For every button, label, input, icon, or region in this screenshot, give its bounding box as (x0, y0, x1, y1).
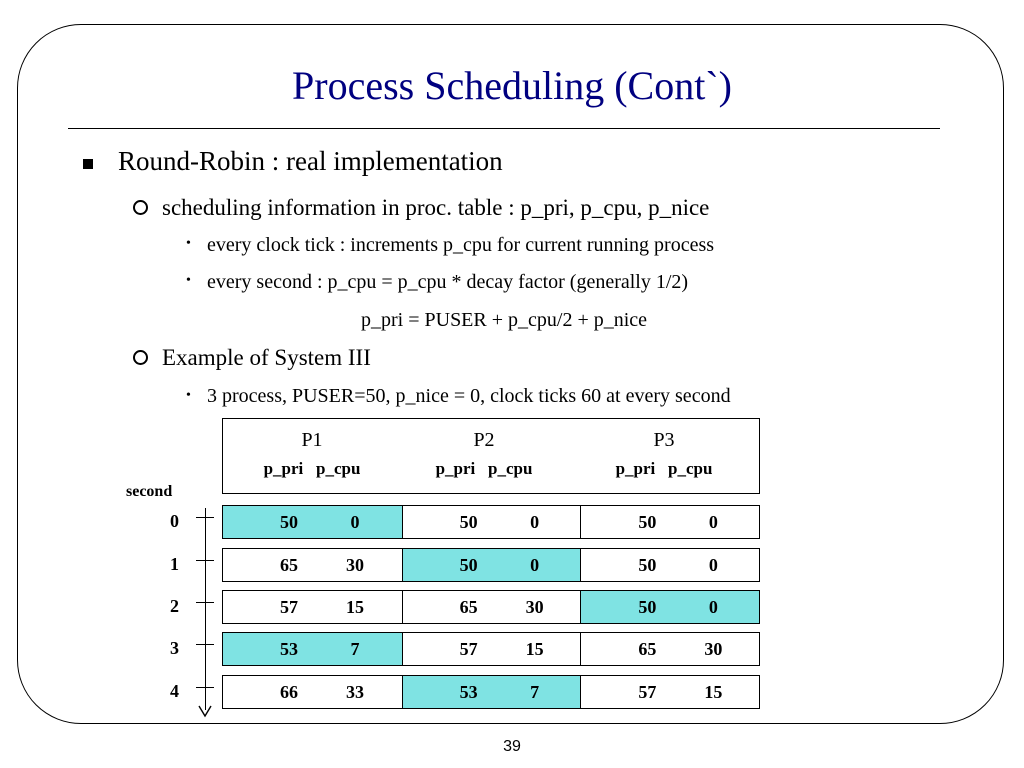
running-process-cell (402, 549, 581, 581)
p-cpu-value: 0 (708, 555, 718, 575)
axis-tick (196, 644, 214, 645)
process-cell (402, 506, 581, 538)
process-cell (580, 506, 759, 538)
axis-tick (196, 687, 214, 688)
square-bullet-icon (83, 159, 93, 169)
p-pri-value: 53 (459, 682, 478, 702)
title-divider (68, 128, 940, 129)
second-label: 0 (170, 511, 179, 531)
process-cell (580, 549, 759, 581)
header-p3: P3 (653, 429, 675, 451)
p-pri-value: 66 (280, 682, 298, 702)
p-cpu-value: 30 (525, 597, 544, 617)
bullet-scheduling-info: scheduling information in proc. table : p_pri, p_cpu, p_nice (162, 195, 710, 220)
p-cpu-value: 15 (704, 682, 723, 702)
second-axis-label: second (126, 483, 173, 500)
table-row (222, 675, 760, 709)
dot-bullet-icon: • (186, 388, 191, 403)
header-p1: P1 (301, 429, 323, 451)
bullet-clock-tick: every clock tick : increments p_cpu for current running process (207, 234, 715, 256)
subheader-p-pri: p_pri (615, 459, 656, 478)
priority-formula: p_pri = PUSER + p_cpu/2 + p_nice (361, 309, 648, 331)
table-header (222, 418, 760, 494)
axis-tick (196, 517, 214, 518)
p-pri-value: 50 (638, 512, 657, 532)
page-number: 39 (503, 738, 521, 755)
p-pri-value: 65 (459, 597, 478, 617)
p-pri-value: 50 (638, 597, 657, 617)
process-cell (223, 549, 402, 581)
p-cpu-value: 30 (346, 555, 364, 575)
second-label: 1 (170, 554, 179, 574)
axis-tick (196, 602, 214, 603)
running-process-cell (580, 591, 759, 623)
p-cpu-value: 0 (530, 512, 540, 532)
subheader-p-cpu: p_cpu (488, 459, 533, 478)
bullet-round-robin: Round-Robin : real implementation (118, 146, 503, 176)
second-label: 4 (170, 681, 179, 701)
slide-title: Process Scheduling (Cont`) (292, 63, 732, 108)
p-cpu-value: 0 (708, 512, 718, 532)
p-pri-value: 50 (459, 555, 478, 575)
arrow-down-icon (198, 704, 212, 718)
subheader-p1 (223, 459, 401, 479)
p-cpu-value: 7 (530, 682, 540, 702)
table-row (222, 632, 760, 666)
dot-bullet-icon: • (186, 273, 191, 288)
time-axis (205, 508, 206, 710)
p-pri-value: 50 (280, 512, 298, 532)
p-pri-value: 50 (459, 512, 478, 532)
circle-bullet-icon (133, 200, 148, 215)
p-cpu-value: 0 (350, 512, 360, 532)
process-cell (580, 676, 759, 708)
running-process-cell (223, 633, 402, 665)
p-cpu-value: 0 (530, 555, 540, 575)
second-label: 3 (170, 638, 179, 658)
p-pri-value: 57 (638, 682, 657, 702)
table-row (222, 590, 760, 624)
p-cpu-value: 30 (704, 639, 723, 659)
axis-tick (196, 560, 214, 561)
bullet-every-second: every second : p_cpu = p_cpu * decay factor (generally 1/2) (207, 271, 689, 293)
circle-bullet-icon (133, 350, 148, 365)
subheader-p2 (395, 459, 573, 479)
table-row (222, 548, 760, 582)
p-cpu-value: 15 (346, 597, 364, 617)
process-cell (402, 633, 581, 665)
p-pri-value: 65 (280, 555, 298, 575)
subheader-p-cpu: p_cpu (668, 459, 713, 478)
subheader-p-pri: p_pri (435, 459, 476, 478)
second-label: 2 (170, 596, 179, 616)
table-row (222, 505, 760, 539)
bullet-example: Example of System III (162, 345, 371, 370)
p-cpu-value: 7 (350, 639, 360, 659)
running-process-cell (402, 676, 581, 708)
subheader-p-pri: p_pri (263, 459, 304, 478)
p-cpu-value: 33 (346, 682, 364, 702)
p-pri-value: 50 (638, 555, 657, 575)
bullet-example-detail: 3 process, PUSER=50, p_nice = 0, clock ticks 60 at every second (207, 385, 731, 407)
header-p2: P2 (473, 429, 495, 451)
subheader-p3 (575, 459, 753, 479)
subheader-p-cpu: p_cpu (316, 459, 361, 478)
dot-bullet-icon: • (186, 236, 191, 251)
process-cell (223, 676, 402, 708)
p-pri-value: 53 (280, 639, 298, 659)
process-cell (223, 591, 402, 623)
running-process-cell (223, 506, 402, 538)
p-cpu-value: 15 (525, 639, 544, 659)
p-pri-value: 57 (459, 639, 478, 659)
p-pri-value: 65 (638, 639, 657, 659)
process-cell (580, 633, 759, 665)
p-cpu-value: 0 (708, 597, 718, 617)
p-pri-value: 57 (280, 597, 298, 617)
process-cell (402, 591, 581, 623)
